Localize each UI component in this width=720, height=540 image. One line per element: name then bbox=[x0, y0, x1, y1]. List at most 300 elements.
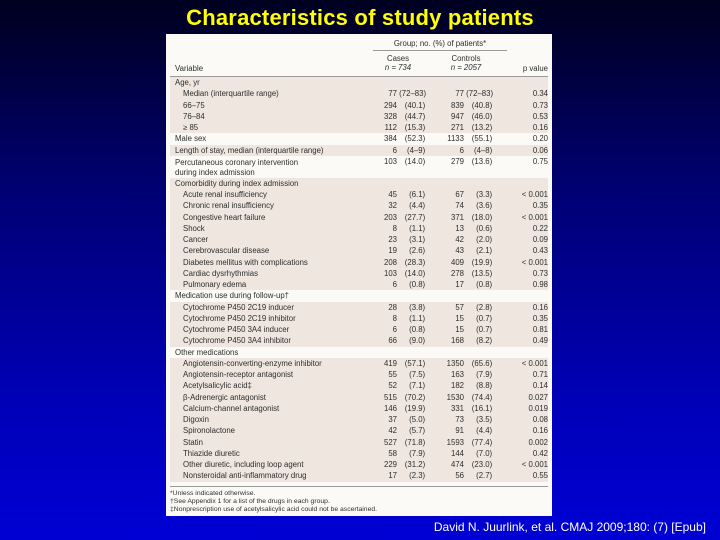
controls-cell-percent: (0.7) bbox=[476, 313, 493, 323]
controls-cell bbox=[438, 113, 494, 121]
cases-cell-count: 37 bbox=[388, 415, 397, 424]
controls-cell-count: 168 bbox=[450, 336, 464, 346]
controls-cell bbox=[438, 202, 494, 210]
cases-cell-count: 58 bbox=[388, 448, 397, 458]
cases-cell-count: 66 bbox=[388, 336, 397, 346]
cases-cell-count: 45 bbox=[388, 190, 397, 199]
cases-cell bbox=[371, 270, 427, 278]
controls-cell-percent: (74.4) bbox=[471, 392, 493, 402]
controls-cell-count: 13 bbox=[455, 223, 464, 233]
p-value-cell: 0.43 bbox=[532, 246, 548, 256]
row-label: Spironolactone bbox=[183, 426, 236, 436]
cases-cell-percent: (9.0) bbox=[409, 336, 426, 346]
cases-cell-percent: (15.3) bbox=[404, 123, 426, 132]
cases-cell bbox=[371, 382, 427, 390]
controls-cell bbox=[438, 124, 494, 132]
table-row bbox=[170, 279, 548, 290]
controls-cell-percent: (2.0) bbox=[476, 235, 493, 244]
cases-cell-count: 103 bbox=[383, 156, 397, 166]
controls-cell bbox=[438, 191, 494, 199]
cases-cell-percent: (2.3) bbox=[409, 471, 426, 481]
p-value-cell: 0.22 bbox=[532, 223, 548, 233]
controls-label: Controls bbox=[451, 54, 481, 63]
cases-cell-count: 77 bbox=[388, 89, 397, 99]
table-section-header bbox=[170, 347, 548, 358]
table-row bbox=[170, 111, 548, 122]
controls-cell-count: 1350 bbox=[446, 358, 464, 368]
table-row bbox=[170, 302, 548, 313]
controls-cell bbox=[438, 247, 494, 255]
table-row bbox=[170, 156, 548, 178]
controls-cell-count: 409 bbox=[450, 257, 464, 267]
controls-cell-count: 73 bbox=[455, 415, 464, 424]
controls-cell bbox=[438, 102, 494, 110]
controls-cell bbox=[438, 416, 494, 424]
cases-cell-percent: (7.9) bbox=[409, 448, 426, 458]
row-label bbox=[175, 158, 298, 179]
p-value-cell: 0.06 bbox=[532, 145, 548, 155]
cases-cell-percent: (40.1) bbox=[404, 100, 426, 110]
footnote: *Unless indicated otherwise. bbox=[170, 489, 256, 497]
controls-cell bbox=[438, 90, 494, 98]
controls-cell bbox=[438, 315, 494, 323]
cases-cell-count: 17 bbox=[388, 471, 397, 481]
p-value-cell: 0.08 bbox=[532, 415, 548, 424]
table-row bbox=[170, 100, 548, 111]
cases-cell bbox=[371, 90, 427, 98]
table-row bbox=[170, 358, 548, 369]
table-row bbox=[170, 369, 548, 380]
p-value-cell: 0.16 bbox=[532, 426, 548, 436]
cases-cell-percent: (3.8) bbox=[409, 302, 426, 312]
row-label: β-Adrenergic antagonist bbox=[183, 392, 266, 402]
cases-cell-percent: (5.7) bbox=[409, 426, 426, 436]
row-label: Cerebrovascular disease bbox=[183, 246, 270, 256]
controls-cell bbox=[438, 360, 494, 368]
cases-cell-count: 112 bbox=[384, 123, 397, 132]
controls-cell-count: 331 bbox=[450, 403, 464, 413]
cases-cell-percent: (14.0) bbox=[404, 268, 426, 278]
controls-cell-count: 163 bbox=[450, 370, 464, 379]
cases-cell-percent: (57.1) bbox=[404, 358, 426, 368]
cases-cell-count: 42 bbox=[388, 426, 397, 436]
row-label: Angiotensin-receptor antagonist bbox=[183, 370, 294, 379]
controls-cell-count: 17 bbox=[455, 280, 464, 289]
cases-label: Cases bbox=[386, 54, 410, 63]
cases-cell bbox=[371, 124, 427, 132]
cases-cell-count: 229 bbox=[383, 460, 397, 469]
controls-cell-percent: (19.9) bbox=[471, 257, 493, 267]
cases-cell-percent: (7.5) bbox=[409, 370, 426, 379]
controls-cell-percent: (4–8) bbox=[473, 145, 493, 155]
controls-cell-percent: (3.6) bbox=[476, 201, 493, 211]
cases-cell bbox=[371, 472, 427, 480]
cases-cell-percent: (72–83) bbox=[399, 89, 427, 99]
controls-cell bbox=[438, 214, 494, 222]
cases-cell bbox=[371, 326, 427, 334]
controls-cell-count: 57 bbox=[455, 302, 464, 312]
table-row bbox=[170, 470, 548, 481]
table-row bbox=[170, 380, 548, 391]
cases-cell bbox=[371, 202, 427, 210]
p-value-cell: < 0.001 bbox=[521, 460, 548, 469]
controls-cell-percent: (2.1) bbox=[476, 246, 493, 256]
p-value-cell: 0.98 bbox=[532, 280, 548, 289]
group-header: Group; no. (%) of patients* bbox=[373, 40, 507, 51]
cases-cell-percent: (3.1) bbox=[409, 235, 426, 244]
row-label: Cytochrome P450 3A4 inhibitor bbox=[183, 336, 291, 346]
cases-cell-count: 19 bbox=[388, 246, 397, 256]
cases-cell bbox=[371, 281, 427, 289]
controls-cell-percent: (7.0) bbox=[476, 448, 493, 458]
controls-cell-count: 947 bbox=[450, 111, 464, 121]
p-value-cell: < 0.001 bbox=[521, 190, 548, 199]
cases-cell bbox=[371, 214, 427, 222]
p-value-cell: 0.81 bbox=[532, 325, 548, 334]
row-label-line: during index admission bbox=[175, 168, 255, 178]
controls-cell bbox=[438, 439, 494, 447]
controls-cell-percent: (77.4) bbox=[471, 437, 493, 447]
cases-cell-percent: (4–9) bbox=[406, 145, 426, 155]
controls-cell-percent: (4.4) bbox=[476, 426, 493, 436]
table-row bbox=[170, 403, 548, 414]
cases-cell-percent: (2.6) bbox=[409, 246, 426, 256]
cases-cell-count: 103 bbox=[383, 268, 397, 278]
row-label: Male sex bbox=[175, 134, 207, 144]
cases-cell-count: 52 bbox=[388, 381, 397, 391]
controls-cell-count: 1133 bbox=[447, 134, 464, 144]
table-section-header bbox=[170, 178, 548, 189]
controls-cell-count: 371 bbox=[450, 212, 464, 222]
table-row bbox=[170, 437, 548, 448]
table-row bbox=[170, 335, 548, 346]
cases-cell bbox=[371, 191, 427, 199]
row-label: Cardiac dysrhythmias bbox=[183, 268, 258, 278]
cases-cell bbox=[371, 236, 427, 244]
table-section-header bbox=[170, 77, 548, 88]
table-row bbox=[170, 257, 548, 268]
controls-cell bbox=[438, 337, 494, 345]
controls-cell-percent: (23.0) bbox=[471, 460, 493, 469]
controls-cell-percent: (13.2) bbox=[471, 123, 493, 132]
controls-cell-percent: (16.1) bbox=[471, 403, 493, 413]
footnote: †See Appendix 1 for a list of the drugs in each group. bbox=[170, 497, 330, 505]
table-row bbox=[170, 268, 548, 279]
controls-cell-count: 278 bbox=[450, 268, 464, 278]
table-row bbox=[170, 133, 548, 144]
cases-cell bbox=[371, 225, 427, 233]
p-value-cell: < 0.001 bbox=[521, 358, 548, 368]
controls-cell-count: 42 bbox=[455, 235, 464, 244]
table-row bbox=[170, 392, 548, 403]
controls-cell bbox=[438, 371, 494, 379]
cases-cell-percent: (31.2) bbox=[404, 460, 426, 469]
p-value-cell: 0.73 bbox=[532, 100, 548, 110]
controls-cell-percent: (18.0) bbox=[471, 212, 493, 222]
cases-cell-count: 55 bbox=[388, 370, 397, 379]
controls-cell bbox=[438, 304, 494, 312]
cases-cell bbox=[371, 371, 427, 379]
row-label: Nonsteroidal anti-inflammatory drug bbox=[183, 471, 307, 481]
controls-cell-count: 279 bbox=[450, 156, 464, 166]
table-header bbox=[170, 38, 548, 77]
row-label: ≥ 85 bbox=[183, 123, 199, 132]
row-label: Congestive heart failure bbox=[183, 212, 266, 222]
row-label: Digoxin bbox=[183, 415, 210, 424]
table-row bbox=[170, 212, 548, 223]
controls-cell bbox=[438, 158, 494, 166]
cases-cell bbox=[371, 247, 427, 255]
p-value-cell: < 0.001 bbox=[521, 257, 548, 267]
controls-cell-percent: (2.7) bbox=[476, 471, 493, 481]
cases-cell-count: 32 bbox=[388, 201, 397, 211]
cases-cell-count: 6 bbox=[392, 325, 397, 334]
citation: David N. Juurlink, et al. CMAJ 2009;180: (7) [Epub] bbox=[433, 520, 706, 534]
p-value-header: p value bbox=[522, 64, 548, 73]
cases-cell bbox=[371, 416, 427, 424]
cases-cell-count: 527 bbox=[383, 437, 397, 447]
controls-cell-percent: (72–83) bbox=[466, 89, 494, 99]
cases-cell bbox=[371, 315, 427, 323]
table-row bbox=[170, 324, 548, 335]
cases-cell bbox=[371, 461, 427, 469]
cases-cell-percent: (70.2) bbox=[404, 392, 426, 402]
cases-cell-count: 8 bbox=[392, 313, 397, 323]
cases-cell-percent: (44.7) bbox=[404, 111, 426, 121]
controls-cell bbox=[438, 450, 494, 458]
cases-cell-count: 384 bbox=[383, 134, 397, 144]
p-value-cell: 0.20 bbox=[532, 134, 548, 144]
controls-cell-percent: (0.6) bbox=[476, 223, 493, 233]
p-value-cell: 0.49 bbox=[532, 336, 548, 346]
p-value-cell: 0.019 bbox=[528, 403, 548, 413]
slide-title: Characteristics of study patients bbox=[186, 5, 534, 30]
table-row bbox=[170, 223, 548, 234]
controls-cell-percent: (3.5) bbox=[476, 415, 493, 424]
cases-cell-percent: (52.3) bbox=[404, 134, 426, 144]
table-body bbox=[170, 77, 548, 482]
cases-cell-percent: (6.1) bbox=[409, 190, 426, 199]
controls-cell-percent: (55.1) bbox=[471, 134, 493, 144]
controls-cell bbox=[438, 270, 494, 278]
cases-cell-count: 515 bbox=[383, 392, 397, 402]
row-label: Cancer bbox=[183, 235, 209, 244]
controls-cell-count: 1530 bbox=[446, 392, 464, 402]
cases-cell bbox=[371, 113, 427, 121]
controls-cell-count: 77 bbox=[455, 89, 464, 99]
row-label: Diabetes mellitus with complications bbox=[183, 257, 308, 267]
cases-cell-count: 203 bbox=[383, 212, 397, 222]
cases-cell bbox=[371, 360, 427, 368]
controls-cell bbox=[438, 236, 494, 244]
controls-cell bbox=[438, 394, 494, 402]
controls-cell-count: 56 bbox=[455, 471, 464, 481]
controls-cell bbox=[438, 405, 494, 413]
controls-cell-percent: (0.8) bbox=[476, 280, 493, 289]
table-row bbox=[170, 234, 548, 245]
p-value-cell: 0.16 bbox=[532, 123, 548, 132]
cases-cell-percent: (19.9) bbox=[404, 403, 426, 413]
controls-n: n = 2057 bbox=[450, 62, 482, 72]
cases-cell bbox=[371, 394, 427, 402]
controls-cell bbox=[438, 147, 494, 155]
table-footnotes bbox=[170, 486, 548, 515]
controls-cell-count: 144 bbox=[450, 448, 464, 458]
cases-cell-percent: (14.0) bbox=[404, 156, 426, 166]
cases-cell-count: 146 bbox=[383, 403, 397, 413]
cases-cell-percent: (27.7) bbox=[404, 212, 426, 222]
controls-cell-percent: (13.5) bbox=[471, 268, 493, 278]
p-value-cell: 0.002 bbox=[528, 437, 548, 447]
table-section-header bbox=[170, 290, 548, 301]
row-label: Statin bbox=[183, 437, 203, 447]
controls-cell-percent: (7.9) bbox=[476, 370, 493, 379]
controls-cell-count: 474 bbox=[450, 460, 464, 469]
p-value-cell: 0.42 bbox=[532, 448, 548, 458]
table-row bbox=[170, 414, 548, 425]
cases-cell bbox=[371, 259, 427, 267]
p-value-cell: < 0.001 bbox=[521, 212, 548, 222]
cases-cell-count: 23 bbox=[388, 235, 397, 244]
cases-cell-percent: (7.1) bbox=[409, 381, 426, 391]
controls-cell-percent: (8.2) bbox=[476, 336, 493, 346]
controls-cell bbox=[438, 326, 494, 334]
cases-header bbox=[370, 55, 426, 73]
row-label: Shock bbox=[183, 223, 205, 233]
controls-cell bbox=[438, 427, 494, 435]
controls-cell-percent: (40.8) bbox=[471, 100, 493, 110]
row-label: Acetylsalicylic acid‡ bbox=[183, 381, 252, 391]
cases-cell-count: 328 bbox=[383, 111, 397, 121]
p-value-cell: 0.35 bbox=[532, 313, 548, 323]
cases-cell-percent: (1.1) bbox=[409, 223, 426, 233]
controls-cell-percent: (46.0) bbox=[471, 111, 493, 121]
controls-cell bbox=[438, 259, 494, 267]
cases-cell-percent: (1.1) bbox=[409, 313, 426, 323]
row-label: Cytochrome P450 2C19 inducer bbox=[183, 302, 294, 312]
controls-cell-percent: (0.7) bbox=[476, 325, 493, 334]
cases-cell-count: 294 bbox=[383, 100, 397, 110]
cases-cell-percent: (71.8) bbox=[404, 437, 426, 447]
row-label: Pulmonary edema bbox=[183, 280, 247, 289]
controls-cell bbox=[438, 281, 494, 289]
controls-cell bbox=[438, 461, 494, 469]
cases-cell-count: 8 bbox=[392, 223, 397, 233]
cases-cell-count: 419 bbox=[383, 358, 397, 368]
controls-cell bbox=[438, 382, 494, 390]
p-value-cell: 0.027 bbox=[528, 392, 548, 402]
cases-cell bbox=[371, 337, 427, 345]
table-row bbox=[170, 189, 548, 200]
controls-cell-percent: (8.8) bbox=[476, 381, 493, 391]
row-label: Medication use during follow-up† bbox=[175, 291, 289, 301]
cases-cell-count: 28 bbox=[388, 302, 397, 312]
cases-cell-percent: (0.8) bbox=[409, 325, 426, 334]
row-label: Other medications bbox=[175, 347, 239, 357]
cases-cell-percent: (5.0) bbox=[409, 415, 426, 424]
controls-cell-percent: (13.6) bbox=[471, 156, 493, 166]
p-value-cell: 0.55 bbox=[532, 471, 548, 481]
cases-n: n = 734 bbox=[384, 62, 412, 72]
footnote: ‡Nonprescription use of acetylsalicylic acid could not be ascertained. bbox=[170, 506, 378, 514]
controls-cell-count: 839 bbox=[450, 100, 464, 110]
controls-cell-percent: (3.3) bbox=[476, 190, 493, 199]
row-label: 66–75 bbox=[183, 100, 205, 110]
cases-cell-percent: (0.8) bbox=[409, 280, 426, 289]
p-value-cell: 0.75 bbox=[532, 156, 548, 166]
controls-cell bbox=[438, 472, 494, 480]
p-value-cell: 0.53 bbox=[532, 111, 548, 121]
table-row bbox=[170, 145, 548, 156]
row-label: Median (interquartile range) bbox=[183, 89, 279, 99]
table-row bbox=[170, 88, 548, 99]
cases-cell bbox=[371, 147, 427, 155]
cases-cell bbox=[371, 439, 427, 447]
row-label: Other diuretic, including loop agent bbox=[183, 460, 304, 469]
controls-cell-count: 15 bbox=[455, 313, 464, 323]
table-row bbox=[170, 122, 548, 133]
controls-cell bbox=[438, 225, 494, 233]
controls-cell-count: 43 bbox=[455, 246, 464, 256]
p-value-cell: 0.35 bbox=[532, 201, 548, 211]
row-label: Thiazide diuretic bbox=[183, 448, 240, 458]
row-label: Angiotensin-converting-enzyme inhibitor bbox=[183, 358, 322, 368]
p-value-cell: 0.16 bbox=[532, 302, 548, 312]
row-label: Cytochrome P450 2C19 inhibitor bbox=[183, 313, 296, 323]
row-label: Calcium-channel antagonist bbox=[183, 403, 280, 413]
cases-cell bbox=[371, 102, 427, 110]
cases-cell bbox=[371, 158, 427, 166]
row-label-line: Percutaneous coronary intervention bbox=[175, 157, 299, 167]
controls-header bbox=[438, 55, 494, 73]
controls-cell-percent: (65.6) bbox=[471, 358, 493, 368]
controls-cell-count: 67 bbox=[455, 190, 464, 199]
characteristics-table bbox=[166, 34, 552, 516]
cases-cell bbox=[371, 135, 427, 143]
controls-cell-count: 271 bbox=[450, 123, 464, 132]
controls-cell-count: 6 bbox=[459, 145, 464, 155]
controls-cell-count: 74 bbox=[455, 201, 464, 211]
p-value-cell: 0.14 bbox=[532, 381, 548, 391]
table-row bbox=[170, 448, 548, 459]
cases-cell bbox=[371, 304, 427, 312]
variable-header: Variable bbox=[175, 64, 204, 73]
controls-cell-count: 91 bbox=[455, 426, 464, 436]
table-row bbox=[170, 313, 548, 324]
cases-cell bbox=[371, 405, 427, 413]
p-value-cell: 0.09 bbox=[532, 235, 548, 244]
row-label: Age, yr bbox=[175, 78, 200, 87]
cases-cell bbox=[371, 427, 427, 435]
cases-cell-count: 6 bbox=[392, 280, 397, 289]
row-label: 76–84 bbox=[183, 111, 205, 121]
controls-cell-count: 15 bbox=[455, 325, 464, 334]
table-row bbox=[170, 459, 548, 470]
p-value-cell: 0.34 bbox=[532, 89, 548, 99]
table-row bbox=[170, 200, 548, 211]
cases-cell-count: 208 bbox=[383, 257, 397, 267]
cases-cell bbox=[371, 450, 427, 458]
cases-cell-percent: (28.3) bbox=[404, 257, 426, 267]
p-value-cell: 0.73 bbox=[532, 268, 548, 278]
cases-cell-percent: (4.4) bbox=[409, 201, 426, 211]
controls-cell-count: 1593 bbox=[446, 437, 464, 447]
row-label: Cytochrome P450 3A4 inducer bbox=[183, 325, 290, 334]
row-label: Comorbidity during index admission bbox=[175, 178, 299, 188]
row-label: Acute renal insufficiency bbox=[183, 190, 267, 199]
p-value-cell: 0.71 bbox=[532, 370, 548, 379]
controls-cell bbox=[438, 135, 494, 143]
